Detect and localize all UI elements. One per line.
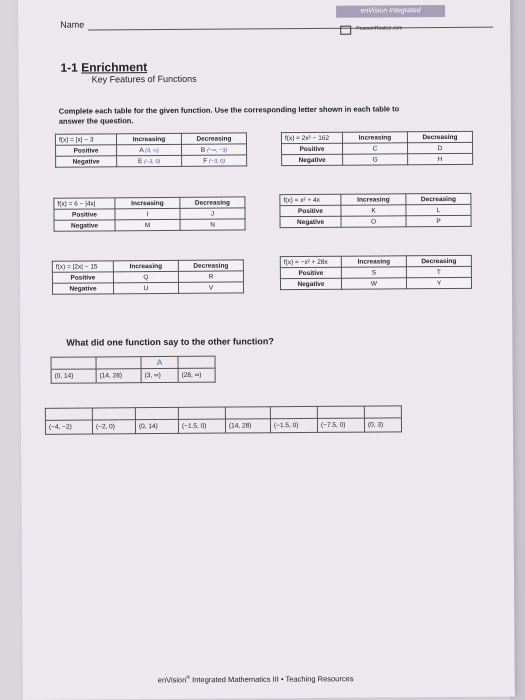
- table-cell: B (−∞, −3): [182, 144, 247, 155]
- answer-table: [50, 356, 215, 384]
- table-cell: Y: [406, 277, 471, 288]
- table-cell: S: [341, 267, 406, 278]
- function-table: [279, 193, 471, 228]
- page-footer: [158, 674, 354, 685]
- answer-blank[interactable]: [178, 407, 225, 419]
- row-label: Negative: [56, 156, 117, 167]
- interval-label: (−1.5, 0): [270, 418, 317, 432]
- header-increasing: Increasing: [113, 260, 178, 271]
- footer-brand: enVision: [157, 675, 187, 685]
- table-cell: L: [406, 204, 471, 215]
- header-decreasing: Decreasing: [407, 131, 472, 142]
- function-table: [281, 131, 473, 166]
- header-decreasing: Decreasing: [406, 255, 471, 266]
- table-cell: I: [115, 208, 180, 219]
- answer-blank[interactable]: [92, 408, 135, 420]
- header-decreasing: Decreasing: [181, 133, 246, 144]
- table-cell: T: [406, 266, 471, 277]
- row-label: Positive: [280, 205, 341, 216]
- function-table: [52, 259, 244, 294]
- header-increasing: Increasing: [341, 256, 406, 267]
- handwritten-note: (−3, 0): [144, 158, 161, 165]
- table-cell: N: [180, 219, 245, 230]
- answer-blank[interactable]: [96, 357, 141, 369]
- table-cell: K: [341, 205, 406, 216]
- interval-label: (−4, −2): [45, 420, 92, 434]
- table-cell: O: [341, 216, 406, 227]
- instructions: Complete each table for the given function. Use the corresponding letter shown in each table to answer the question.: [58, 104, 400, 126]
- name-line: [88, 27, 493, 31]
- answer-blank[interactable]: [135, 407, 178, 419]
- table-cell: U: [113, 282, 178, 293]
- handwritten-note: (−∞, −3): [207, 147, 228, 154]
- riddle-question: What did one function say to the other function?: [66, 336, 274, 348]
- header-increasing: Increasing: [116, 133, 181, 144]
- header-increasing: Increasing: [341, 194, 406, 205]
- answer-blank[interactable]: [178, 356, 215, 368]
- brand-logo: enVision Integrated: [336, 5, 445, 18]
- function-table: [53, 196, 245, 231]
- table-cell: Q: [113, 271, 178, 282]
- worksheet-page: [18, 0, 515, 700]
- header-increasing: Increasing: [342, 132, 407, 143]
- table-cell: G: [343, 154, 408, 165]
- lesson-heading: [60, 60, 147, 75]
- registered-mark: ®: [186, 674, 191, 681]
- function-label: f(x) = |x| − 3: [55, 134, 116, 145]
- interval-label: (−2, 0): [92, 420, 135, 434]
- interval-label: (−7.5, 0): [317, 418, 364, 432]
- row-label: Negative: [54, 220, 115, 231]
- answer-blank[interactable]: [317, 406, 364, 418]
- row-label: Negative: [282, 154, 343, 165]
- table-cell: D: [408, 142, 473, 153]
- brand-url: PearsonRealize.com: [356, 25, 403, 32]
- function-table: [280, 255, 472, 290]
- function-table: [55, 132, 247, 167]
- function-label: f(x) = x² + 4x: [280, 194, 341, 205]
- table-cell: E (−3, 0): [117, 155, 182, 166]
- table-cell: F (−3, 0): [182, 155, 247, 166]
- checkbox-icon: [340, 26, 351, 35]
- answer-blank[interactable]: A: [141, 356, 178, 368]
- answer-blank[interactable]: [270, 406, 317, 418]
- answer-blank[interactable]: [225, 407, 270, 419]
- table-cell: V: [178, 282, 243, 293]
- header-increasing: Increasing: [115, 197, 180, 208]
- table-cell: W: [341, 278, 406, 289]
- function-label: f(x) = −x² + 28x: [280, 256, 341, 267]
- answer-blank[interactable]: [364, 406, 401, 418]
- table-cell: M: [115, 219, 180, 230]
- function-label: f(x) = 2x² − 162: [281, 132, 342, 143]
- table-cell: P: [406, 215, 471, 226]
- header-decreasing: Decreasing: [406, 193, 471, 204]
- table-cell: R: [178, 271, 243, 282]
- table-cell: C: [343, 143, 408, 154]
- lesson-number: 1-1: [60, 60, 78, 75]
- row-label: Positive: [280, 267, 341, 278]
- name-label: Name: [60, 19, 85, 30]
- row-label: Positive: [54, 209, 115, 220]
- interval-label: (0, 14): [135, 419, 178, 433]
- answer-blank[interactable]: [45, 408, 92, 420]
- row-label: Negative: [52, 283, 113, 294]
- row-label: Negative: [280, 278, 341, 289]
- interval-label: (14, 28): [96, 369, 141, 383]
- handwritten-note: (−3, 0): [208, 158, 226, 165]
- function-label: f(x) = |2x| − 15: [52, 261, 113, 272]
- handwritten-note: (3, ∞): [145, 147, 159, 154]
- row-label: Positive: [56, 145, 117, 156]
- function-label: f(x) = 6 − |4x|: [54, 198, 115, 209]
- answer-blank[interactable]: [51, 357, 96, 369]
- answer-table: [45, 405, 402, 434]
- footer-text: Integrated Mathematics III • Teaching Resources: [190, 674, 354, 685]
- interval-label: (0, 3): [364, 418, 401, 432]
- row-label: Positive: [52, 272, 113, 283]
- interval-label: (3, ∞): [141, 368, 178, 382]
- interval-label: (28, ∞): [178, 368, 215, 382]
- interval-label: (14, 28): [225, 419, 270, 433]
- table-cell: A (3, ∞): [117, 144, 182, 155]
- header-decreasing: Decreasing: [180, 197, 245, 208]
- row-label: Positive: [282, 143, 343, 154]
- lesson-subtitle: Key Features of Functions: [91, 73, 197, 85]
- table-cell: J: [180, 208, 245, 219]
- lesson-title: Enrichment: [81, 60, 148, 75]
- interval-label: (−1.5, 0): [178, 419, 225, 433]
- interval-label: (0, 14): [51, 369, 96, 383]
- row-label: Negative: [280, 216, 341, 227]
- table-cell: H: [408, 153, 473, 164]
- header-decreasing: Decreasing: [178, 260, 243, 271]
